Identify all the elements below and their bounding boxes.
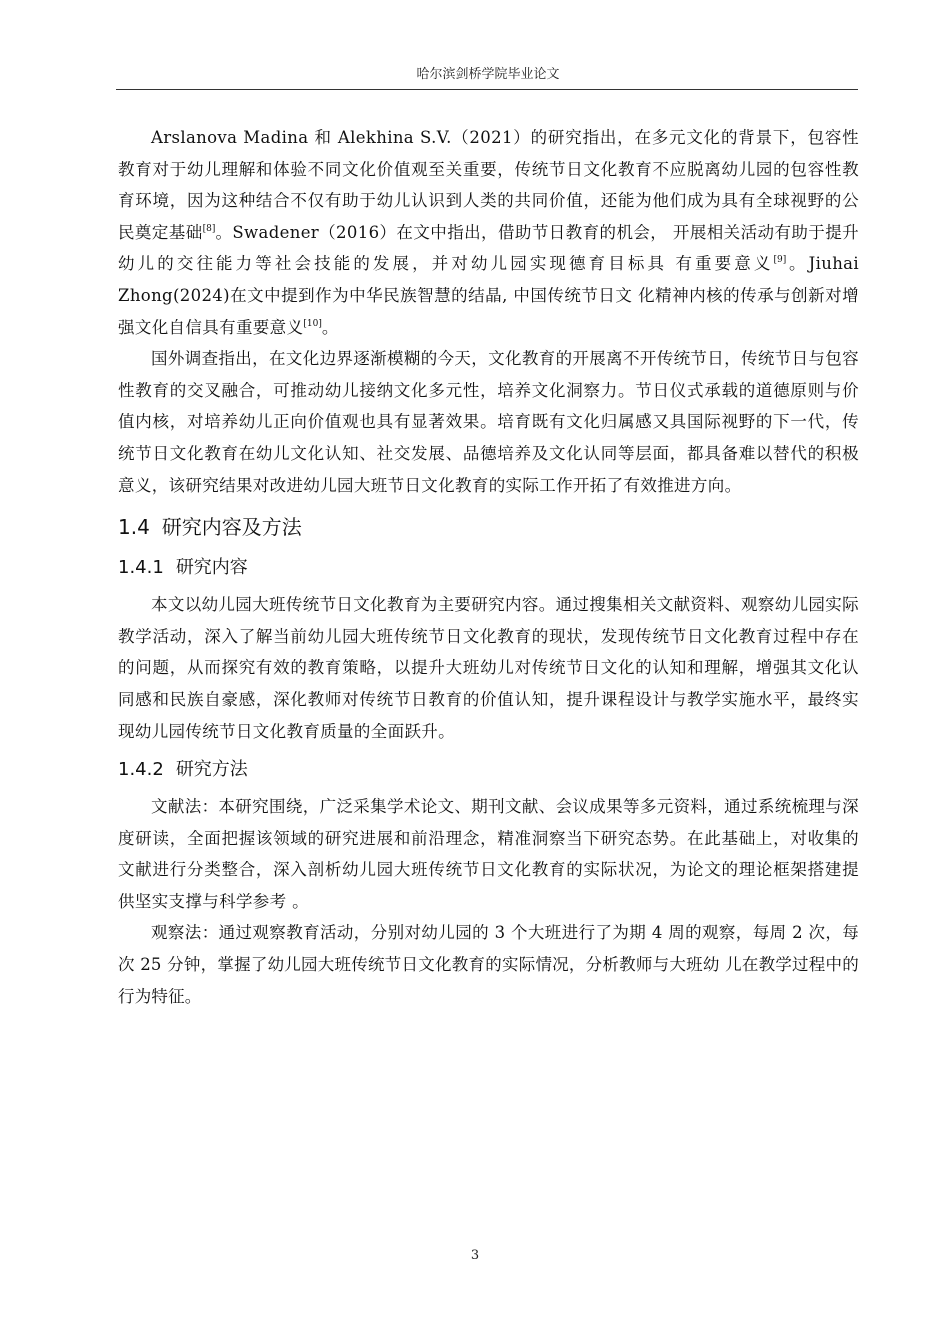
section-heading-1-4 [118, 509, 859, 545]
paragraph-literature-method: 文献法：本研究围绕，广泛采集学术论文、期刊文献、会议成果等多元资料，通过系统梳理与深度研读，全面把握该领域的研究进展和前沿理念，精准洞察当下研究态势。在此基础上，对收集的文献进行分类整合，深入剖析幼儿园大班传统节日文化教育的实际状况，为论文的理论框架搭建提供坚实支撑与科学参考 。 [118, 797, 859, 911]
citation-8: [8] [202, 223, 216, 234]
paragraph-literature-review [118, 122, 859, 343]
paragraph-research-content: 本文以幼儿园大班传统节日文化教育为主要研究内容。通过搜集相关文献资料、观察幼儿园实际教学活动，深入了解当前幼儿园大班传统节日文化教育的现状，发现传统节日文化教育过程中存在的问题，从而探究有效的教育策略，以提升大班幼儿对传统节日文化的认知和理解，增强其文化认同感和民族自豪感，深化教师对传统节日教育的价值认知，提升课程设计与教学实施水平，最终实现幼儿园传统节日文化教育质量的全面跃升。 [118, 595, 859, 741]
paragraph-text: 。Jiuhai Zhong(2024)在文中提到作为中华民族智慧的结晶, 中国传统节日文 化精神内核的传承与创新对增强文化自信具有重要意义 [118, 254, 859, 337]
section-title: 研究方法 [175, 759, 248, 781]
header-divider [116, 89, 858, 90]
paragraph-text: 。 [321, 317, 339, 337]
citation-10: [10] [303, 318, 322, 329]
section-number: 1.4 [118, 515, 150, 540]
citation-9: [9] [773, 255, 787, 266]
paragraph-foreign-survey: 国外调查指出，在文化边界逐渐模糊的今天，文化教育的开展离不开传统节日，传统节日与包容性教育的交叉融合，可推动幼儿接纳文化多元性，培养文化洞察力。节日仪式承载的道德原则与价值内核，对培养幼儿正向价值观也具有显著效果。培育既有文化归属感又具国际视野的下一代，传统节日文化教育在幼儿文化认知、社交发展、品德培养及文化认同等层面，都具备难以替代的积极意义，该研究结果对改进幼儿园大班节日文化教育的实际工作开拓了有效推进方向。 [118, 349, 859, 495]
section-heading-1-4-1 [118, 551, 859, 585]
section-number: 1.4.2 [118, 759, 164, 781]
section-title: 研究内容及方法 [161, 515, 302, 540]
page-number: 3 [470, 1248, 480, 1263]
section-number: 1.4.1 [118, 557, 164, 579]
page-body [118, 122, 859, 1012]
page-header: 哈尔滨剑桥学院毕业论文 [416, 67, 560, 82]
paragraph-observation-method: 观察法：通过观察教育活动，分别对幼儿园的 3 个大班进行了为期 4 周的观察，每周 2 次，每次 25 分钟，掌握了幼儿园大班传统节日文化教育的实际情况，分析教师与大班幼 儿在教学过程中的行为特征。 [118, 923, 859, 1006]
section-heading-1-4-2 [118, 753, 859, 787]
paragraph-text: 。Swadener（2016）在文中指出，借助节日教育的机会， 开展相关活动有助于提升幼儿的交往能力等社会技能的发展，并对幼儿园实现德育目标具 有重要意义 [118, 222, 859, 274]
section-title: 研究内容 [175, 557, 248, 579]
paragraph-text: Arslanova Madina 和 Alekhina S.V.（2021）的研究指出，在多元文化的背景下，包容性教育对于幼儿理解和体验不同文化价值观至关重要，传统节日文化教育不应脱离幼儿园的包容性教育环境，因为这种结合不仅有助于幼儿认识到人类的共同价值，还能为他们成为具有全球视野的公民奠定基础 [118, 128, 859, 242]
